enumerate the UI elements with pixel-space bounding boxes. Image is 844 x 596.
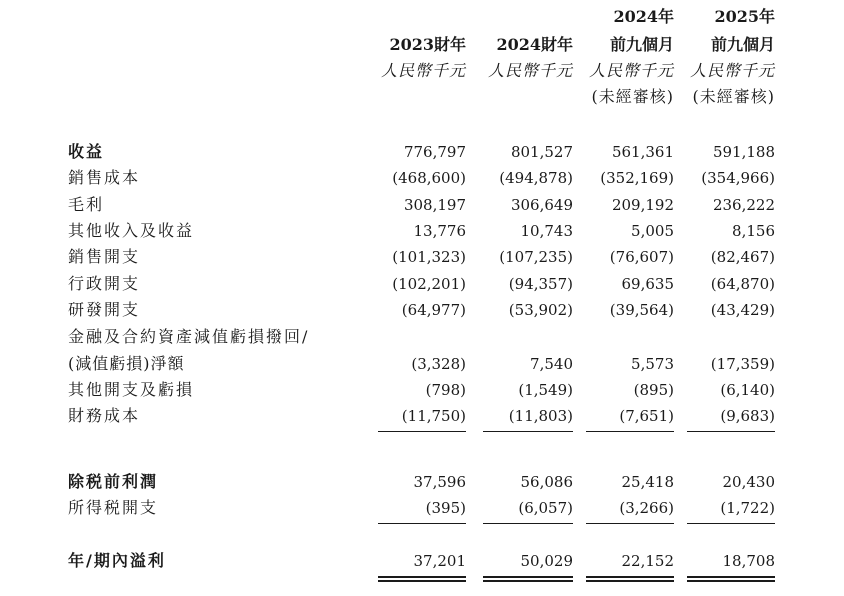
total-double-rule (687, 576, 775, 582)
cell-value: 56,086 (520, 473, 573, 491)
cell-value: 5,005 (631, 222, 674, 240)
cell-value: (39,564) (609, 301, 674, 319)
cell-value: (7,651) (619, 407, 674, 425)
cell-value: (17,359) (710, 355, 775, 373)
table-row (0, 194, 844, 216)
cell-value: 10,743 (520, 222, 573, 240)
cell-value: (798) (425, 381, 466, 399)
subtotal-rule (483, 523, 573, 524)
row-label: 除税前利潤 (68, 472, 159, 491)
col-header-2024-nine-months: 前九個月 (609, 35, 674, 54)
row-label: 銷售成本 (68, 168, 141, 187)
cell-value: (94,357) (508, 275, 573, 293)
row-label: 毛利 (68, 195, 105, 214)
table-row (0, 167, 844, 189)
subtotal-rule (378, 523, 466, 524)
table-row (0, 353, 844, 375)
col-header-fy2024: 2024財年 (496, 35, 573, 54)
cell-value: (395) (425, 499, 466, 517)
col-header-fy2023: 2023財年 (389, 35, 466, 54)
cell-value: 22,152 (621, 552, 674, 570)
table-row (0, 220, 844, 242)
total-double-rule (378, 576, 466, 582)
cell-value: (1,722) (720, 499, 775, 517)
cell-value: (102,201) (392, 275, 466, 293)
subtotal-rule (378, 431, 466, 432)
row-label: 其他開支及虧損 (68, 380, 195, 399)
cell-value: (76,607) (609, 248, 674, 266)
row-label: (減值虧損)淨額 (68, 354, 185, 373)
cell-value: (494,878) (499, 169, 573, 187)
cell-value: 25,418 (621, 473, 674, 491)
row-label: 財務成本 (68, 406, 141, 425)
cell-value: 209,192 (611, 196, 674, 214)
cell-value: (3,328) (411, 355, 466, 373)
cell-value: 561,361 (611, 143, 674, 161)
col-header-2025-nine-months: 前九個月 (710, 35, 775, 54)
cell-value: (895) (633, 381, 674, 399)
cell-value: 37,596 (413, 473, 466, 491)
subtotal-rule (586, 431, 674, 432)
cell-value: 306,649 (510, 196, 573, 214)
row-label: 所得税開支 (68, 498, 159, 517)
table-row (0, 326, 844, 348)
cell-value: 18,708 (722, 552, 775, 570)
table-row (0, 497, 844, 519)
cell-value: (53,902) (508, 301, 573, 319)
cell-value: (354,966) (701, 169, 775, 187)
cell-value: (64,870) (710, 275, 775, 293)
cell-value: 308,197 (403, 196, 466, 214)
col-note-unaudited-2: (未經審核) (591, 87, 674, 106)
table-row (0, 405, 844, 427)
cell-value: 236,222 (712, 196, 775, 214)
cell-value: (6,140) (720, 381, 775, 399)
row-label: 行政開支 (68, 274, 141, 293)
table-row (0, 273, 844, 295)
cell-value: (43,429) (710, 301, 775, 319)
subtotal-rule (687, 431, 775, 432)
cell-value: 8,156 (732, 222, 775, 240)
cell-value: (107,235) (499, 248, 573, 266)
table-row (0, 141, 844, 163)
cell-value: (1,549) (518, 381, 573, 399)
cell-value: 69,635 (621, 275, 674, 293)
subtotal-rule (687, 523, 775, 524)
table-row (0, 550, 844, 572)
cell-value: 5,573 (631, 355, 674, 373)
col-unit-0: 人民幣千元 (380, 61, 466, 80)
row-label: 金融及合約資產減值虧損撥回/ (68, 327, 310, 346)
cell-value: 591,188 (712, 143, 775, 161)
subtotal-rule (586, 523, 674, 524)
table-row (0, 299, 844, 321)
cell-value: (352,169) (600, 169, 674, 187)
total-double-rule (483, 576, 573, 582)
cell-value: (11,803) (508, 407, 573, 425)
cell-value: 20,430 (722, 473, 775, 491)
table-row (0, 379, 844, 401)
table-row (0, 246, 844, 268)
row-label: 年/期內溢利 (68, 551, 166, 570)
col-header-2024-year: 2024年 (613, 7, 674, 26)
cell-value: (3,266) (619, 499, 674, 517)
subtotal-rule (483, 431, 573, 432)
col-header-2025-year: 2025年 (714, 7, 775, 26)
cell-value: 7,540 (530, 355, 573, 373)
col-note-unaudited-3: (未經審核) (692, 87, 775, 106)
col-unit-1: 人民幣千元 (487, 61, 573, 80)
table-row (0, 471, 844, 493)
cell-value: 50,029 (520, 552, 573, 570)
cell-value: (11,750) (401, 407, 466, 425)
cell-value: (6,057) (518, 499, 573, 517)
row-label: 其他收入及收益 (68, 221, 195, 240)
col-unit-2: 人民幣千元 (588, 61, 674, 80)
col-unit-3: 人民幣千元 (689, 61, 775, 80)
cell-value: (468,600) (392, 169, 466, 187)
cell-value: 37,201 (413, 552, 466, 570)
cell-value: (64,977) (401, 301, 466, 319)
cell-value: (101,323) (392, 248, 466, 266)
cell-value: (9,683) (720, 407, 775, 425)
total-double-rule (586, 576, 674, 582)
cell-value: 801,527 (510, 143, 573, 161)
cell-value: (82,467) (710, 248, 775, 266)
row-label: 研發開支 (68, 300, 141, 319)
cell-value: 13,776 (413, 222, 466, 240)
row-label: 收益 (68, 142, 105, 161)
cell-value: 776,797 (403, 143, 466, 161)
row-label: 銷售開支 (68, 247, 141, 266)
